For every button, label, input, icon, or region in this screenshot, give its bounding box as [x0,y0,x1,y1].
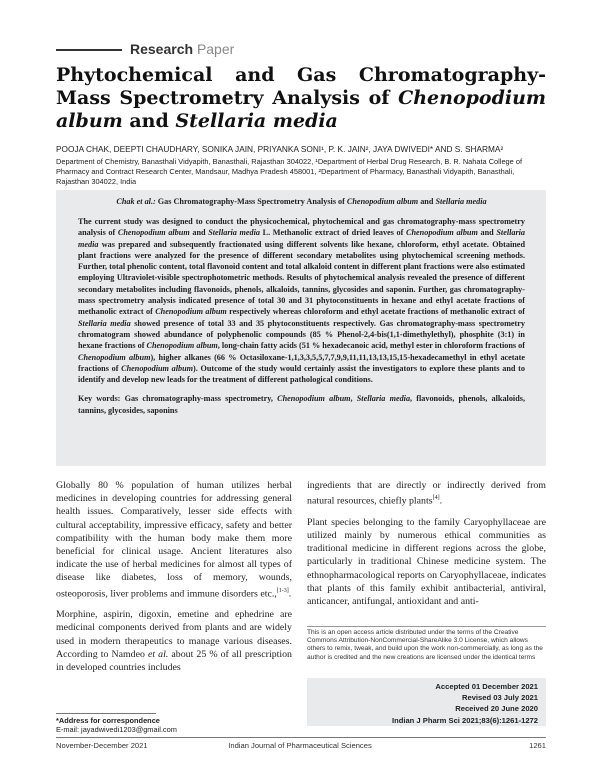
license-divider [307,626,546,627]
page-number: 1261 [529,741,546,750]
correspondence-divider [56,713,156,714]
correspondence-title: *Address for correspondence [56,716,160,725]
body-paragraph: Globally 80 % population of human utilizes herbal medicines in developing countries for addressing general health issues. Comparatively, lesser side effects with cultural acceptability, impressive efficacy, safety and better compatibility with the human body make them more beneficial for clinical usage. Ancient literatures also indicate the use of herbal medicines for almost all types of disease like diabetes, loss of memory, wounds, osteoporosis, liver problems and immune disorders etc.,[1-3]. [56,480,292,599]
reference-link[interactable]: [1-3] [276,587,289,594]
body-paragraph: Plant species belonging to the family Caryophyllaceae are utilized mainly by numerous ethical communities as traditional medicine in different regions across the globe, particularly in traditional Chinese medicine system. The ethnopharmacological reports on Caryophyllaceae, indicates that plants of this family exhibit antibacterial, antiviral, anticancer, antifungal, antioxidant and anti- [307,516,546,607]
footer-issue: November-December 2021 [56,741,148,750]
article-type-label: Research Paper [130,41,235,57]
article-type-header [56,42,546,56]
affiliations: Department of Chemistry, Banasthali Vidyapith, Banasthali, Rajasthan 304022, ¹Department of Herbal Drug Research, B. R. Nahata College of Pharmacy and Contract Research Center, Mandsaur, Madhya Pradesh 458001, ²Department of Pharmacy, Banasthali Vidyapith, Banasthali, Rajasthan 304022, India [56,157,522,186]
footer-divider [56,737,546,738]
article-dates-box [307,678,546,726]
abstract-box [56,190,546,466]
keywords: Key words: Gas chromatography-mass spectrometry, Chenopodium album, Stellaria media, flavonoids, phenols, alkaloids, tannins, glycosides, saponins [78,394,525,415]
author-list: POOJA CHAK, DEEPTI CHAUDHARY, SONIKA JAIN, PRIYANKA SONI¹, P. K. JAIN², JAYA DWIVEDI* AND S. SHARMA² [56,144,504,154]
footer-journal: Indian Journal of Pharmaceutical Sciences [228,741,372,750]
journal-citation: Indian J Pharm Sci 2021;83(6):1261-1272 [391,715,538,725]
header-rule [56,49,122,51]
license-notice: This is an open access article distributed under the terms of the Creative Commons Attribution-NonCommercial-ShareAlike 3.0 License, which allows others to remix, tweak, and build upon the work non-commercially, as long as the author is credited and the new creations are licensed under the identical terms [307,629,543,661]
accepted-date: Accepted 01 December 2021 [435,682,538,691]
body-column-right [307,479,546,608]
reference-link[interactable]: [4] [432,495,440,502]
body-paragraph: ingredients that are directly or indirectly derived from natural resources, chiefly plants[4]. [307,480,546,507]
paper-title: Phytochemical and Gas Chromatography-Mass Spectrometry Analysis of Chenopodium album and Stellaria media [56,64,546,132]
running-citation: Chak et al.: Gas Chromatography-Mass Spectrometry Analysis of Chenopodium album and Stellaria media [116,197,487,206]
body-column-left [56,479,292,674]
revised-date: Revised 03 July 2021 [462,693,538,703]
correspondence-email[interactable]: E-mail: jayadwivedi1203@gmail.com [56,725,177,734]
received-date: Received 20 June 2020 [455,704,538,714]
abstract-text: The current study was designed to conduct the physicochemical, phytochemical and gas chromatography-mass spectrometry analysis of Chenopodium album and Stellaria media L. Methanolic extract of dried leaves of Chenopodium album and Stellaria media was prepared and subsequently fractionated using different solvents like hexane, chloroform, ethyl acetate. Obtained plant fractions were analyzed for the presence of different secondary metabolites using phytochemical screening methods. Further, total phenolic content, total flavonoid content and total alkaloid content in different plant fractions were also estimated employing Ultraviolet-visible spectrophotometric methods. Results of phytochemical analysis revealed the presence of different secondary metabolites including flavonoids, phenols, alkaloids, tannins, glycosides and saponin. Further, gas chromatography-mass spectrometry analysis indicated presence of total 30 and 31 phytoconstituents in hexane and ethyl acetate fractions of methanolic extract of Chenopodium album respectively whereas chloroform and ethyl acetate fractions of methanolic extract of Stellaria media showed presence of total 33 and 35 phytoconstituents respectively. Gas chromatography-mass spectrometry chromatogram showed abundance of polyphenolic compounds (85 % Phenol-2,4-bis(1,1-dimethylethyl), phosphite (3:1) in hexane fractions of Chenopodium album, long-chain fatty acids (51 % hexadecanoic acid, methyl ester in chloroform fractions of Chenopodium album), higher alkanes (66 % Octasiloxane-1,1,3,3,5,5,7,7,9,9,11,11,13,13,15,15-hexadecamethyl in ethyl acetate fractions of Chenopodium album). Outcome of the study would certainly assist the investigators to explore these plants and to identify and develop new leads for the treatment of different pathological conditions. [78,217,526,385]
body-paragraph: Morphine, aspirin, digoxin, emetine and ephedrine are medicinal components derived from plants and are widely used in modern therapeutics to manage various diseases. According to Namdeo et al. about 25 % of all prescription in developed countries includes [56,609,292,673]
